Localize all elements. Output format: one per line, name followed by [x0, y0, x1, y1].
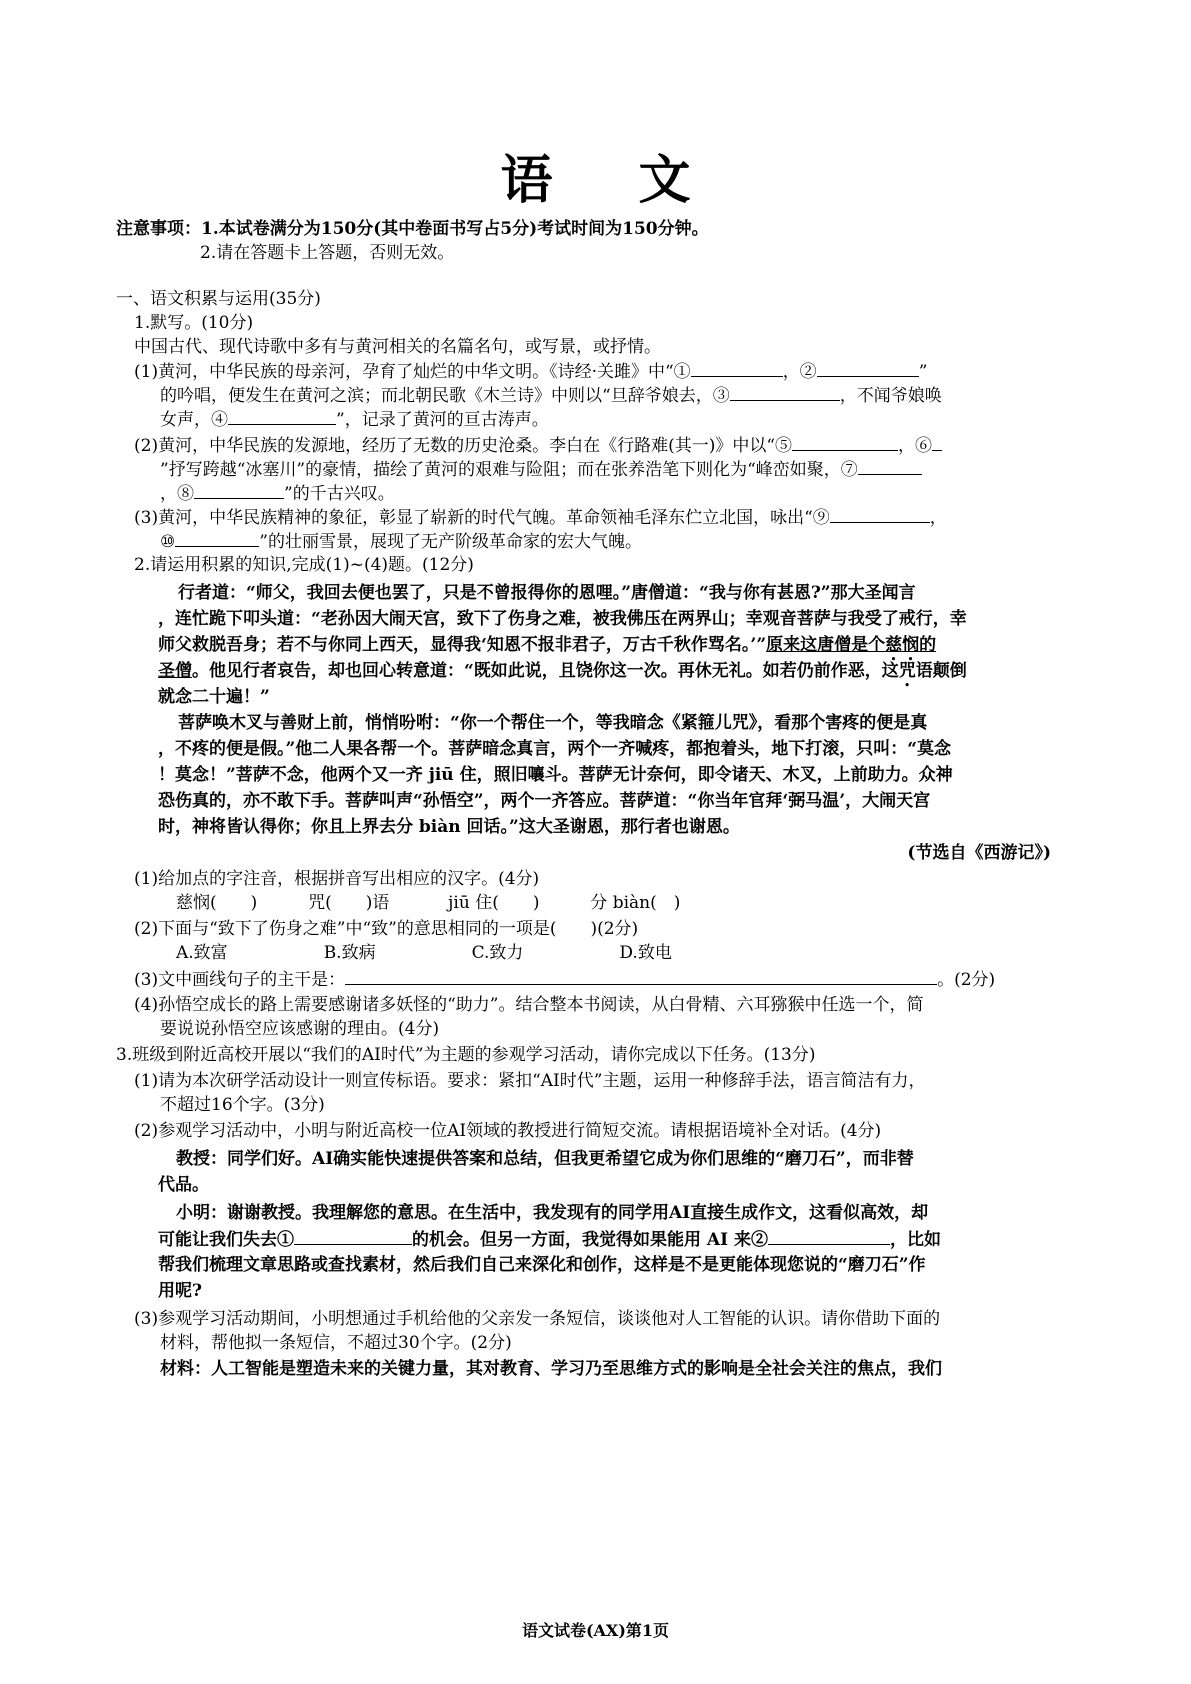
- notice-line-1: [116, 216, 709, 242]
- passage-b-line4: 恐伤真的，亦不敢下手。菩萨叫声“孙悟空”，两个一齐答应。菩萨道：“你当年官拜‘弼马温’，大闹天宫: [158, 791, 931, 811]
- passage-a-line4: 圣僧。他见行者哀告，却也回心转意道：“既如此说，且饶你这一次。再休无礼。如若仍前作恶，这咒语颠倒: [158, 661, 967, 681]
- q1-p3-line1: (3)黄河，中华民族精神的象征，彰显了崭新的时代气魄。革命领袖毛泽东伫立北国，咏出“⑨ ，: [134, 504, 947, 531]
- q1-p2-line3: ，⑧ ”的千古兴叹。: [160, 480, 395, 507]
- q1-intro: 中国古代、现代诗歌中多有与黄河相关的名篇名句，或写景，或抒情。: [134, 337, 661, 357]
- answer-blank-1[interactable]: [691, 358, 783, 377]
- passage-a-line5: 就念二十遍！”: [158, 687, 270, 707]
- section-heading: 一、语文积累与运用(35分): [116, 289, 321, 309]
- answer-blank-8[interactable]: [194, 480, 284, 499]
- dotted-char-zhou: 咒: [898, 661, 916, 681]
- q2-sub1: (1)给加点的字注音，根据拼音写出相应的汉字。(4分): [134, 869, 540, 889]
- answer-blank-dialog-1[interactable]: [294, 1226, 412, 1245]
- passage-b-line5: 时，神将皆认得你；你且上界去分 biàn 回话。”这大圣谢恩，那行者也谢恩。: [158, 817, 740, 837]
- dotted-char-min: 悯: [902, 635, 920, 655]
- passage-b-line2: ，不疼的便是假。”他二人果各帮一个。菩萨暗念真言，两个一齐喊疼，都抱着头，地下打滚，只叫：“莫念: [158, 739, 952, 759]
- dotted-char-ci: 慈: [885, 635, 903, 655]
- q1-p2-line2: ”抒写跨越“冰塞川”的豪情，描绘了黄河的艰难与险阻；而在张养浩笔下则化为“峰峦如聚，⑦: [160, 456, 922, 483]
- notice-label: 注意事项：: [116, 219, 201, 239]
- passage-a-line2: ，连忙跪下叩头道：“老孙因大闹天宫，致下了伤身之难，被我佛压在两界山；幸观音菩萨与我受了戒行，幸: [158, 609, 967, 629]
- dialog-xiaoming-line3: 帮我们梳理文章思路或查找素材，然后我们自己来深化和创作，这样是不是更能体现您说的“磨刀石”作: [158, 1255, 926, 1275]
- q3-task1-line2: 不超过16个字。(3分): [160, 1095, 325, 1115]
- q2-heading: 2.请运用积累的知识,完成(1)~(4)题。(12分): [134, 555, 474, 575]
- q2-sub1-items: [176, 890, 680, 916]
- answer-blank-6[interactable]: [932, 432, 942, 451]
- q1-p1-line3: 女声，④ ”，记录了黄河的亘古涛声。: [160, 406, 549, 433]
- q1-p3-line2: ⑩ ”的壮丽雪景，展现了无产阶级革命家的宏大气魄。: [160, 528, 642, 555]
- pinyin-item-3[interactable]: jiū 住( ): [448, 893, 540, 913]
- q2-sub4-line1: (4)孙悟空成长的路上需要感谢诸多妖怪的“助力”。结合整本书阅读，从白骨精、六耳猕猴中任选一个，简: [134, 995, 924, 1015]
- q1-p2-line1: (2)黄河，中华民族的发源地，经历了无数的历史沧桑。李白在《行路难(其一)》中以“⑤ ，⑥: [134, 432, 942, 459]
- q1-heading: 1.默写。(10分): [134, 313, 254, 333]
- passage-b-line1: 菩萨唤木叉与善财上前，悄悄吩咐：“你一个帮住一个，等我暗念《紧箍儿咒》，看那个害疼的便是真: [178, 713, 928, 733]
- answer-blank-10[interactable]: [175, 528, 259, 547]
- q3-task3-line2: 材料，帮他拟一条短信，不超过30个字。(2分): [160, 1333, 512, 1353]
- passage-a-line1: 行者道：“师父，我回去便也罢了，只是不曾报得你的恩哩。”唐僧道：“我与你有甚恩?”那大圣闻言: [178, 583, 916, 603]
- q3-task2: (2)参观学习活动中，小明与附近高校一位AI领域的教授进行简短交流。请根据语境补全对话。(4分): [134, 1121, 882, 1141]
- q2-sub3: (3)文中画线句子的主干是： 。(2分): [134, 966, 995, 993]
- dialog-xiaoming-line2: 可能让我们失去① 的机会。但另一方面，我觉得如果能用 AI 来② ，比如: [158, 1226, 941, 1253]
- pinyin-item-2[interactable]: 咒( )语: [308, 893, 390, 913]
- answer-blank-dialog-2[interactable]: [768, 1226, 890, 1245]
- option-d[interactable]: D.致电: [619, 943, 672, 963]
- q2-sub2-options: [176, 940, 672, 966]
- option-a[interactable]: A.致富: [176, 943, 228, 963]
- dialog-professor-line2: 代品。: [158, 1175, 209, 1195]
- underlined-sentence-part2: 圣僧: [158, 661, 192, 681]
- answer-blank-trunk[interactable]: [345, 966, 937, 985]
- notice-item-1: 1.本试卷满分为150分(其中卷面书写占5分)考试时间为150分钟。: [201, 219, 709, 239]
- dialog-professor-line1: 教授：同学们好。AI确实能快速提供答案和总结，但我更希望它成为你们思维的“磨刀石”，而非替: [176, 1149, 914, 1169]
- q3-task3-line1: (3)参观学习活动期间，小明想通过手机给他的父亲发一条短信，谈谈他对人工智能的认识。请你借助下面的: [134, 1309, 941, 1329]
- dialog-xiaoming-line4: 用呢?: [158, 1281, 202, 1301]
- underlined-sentence-part1: 原来这唐僧是个慈悯的: [766, 635, 937, 655]
- answer-blank-4[interactable]: [228, 406, 336, 425]
- page-footer: 语文试卷(AX)第1页: [521, 1621, 670, 1640]
- q1-p1-line1: (1)黄河，中华民族的母亲河，孕育了灿烂的中华文明。《诗经·关雎》中“① ，② ”: [134, 358, 927, 385]
- q2-sub2: (2)下面与“致下了伤身之难”中“致”的意思相同的一项是( )(2分): [134, 919, 639, 939]
- notice-item-2: 2.请在答题卡上答题，否则无效。: [200, 243, 455, 263]
- passage-source: (节选自《西游记》): [907, 843, 1051, 863]
- q3-material: 材料：人工智能是塑造未来的关键力量，其对教育、学习乃至思维方式的影响是全社会关注的焦点，我们: [160, 1359, 942, 1379]
- pinyin-item-4[interactable]: 分 biàn( ): [590, 893, 681, 913]
- answer-blank-3[interactable]: [730, 382, 840, 401]
- q3-heading: 3.班级到附近高校开展以“我们的AI时代”为主题的参观学习活动，请你完成以下任务。(13分): [116, 1045, 816, 1065]
- q1-p1-line2: 的吟唱，便发生在黄河之滨；而北朝民歌《木兰诗》中则以“旦辞爷娘去，③ ，不闻爷娘唤: [160, 382, 942, 409]
- answer-blank-5[interactable]: [792, 432, 898, 451]
- passage-b-line3: ！莫念！”菩萨不念，他两个又一齐 jiū 住，照旧嚷斗。菩萨无计奈何，即令诸天、木叉，上前助力。众神: [158, 765, 953, 785]
- option-b[interactable]: B.致病: [323, 943, 376, 963]
- pinyin-item-1[interactable]: 慈悯( ): [176, 893, 258, 913]
- answer-blank-9[interactable]: [830, 504, 930, 523]
- passage-a-line3: 师父救脱吾身；若不与你同上西天，显得我‘知恩不报非君子，万古千秋作骂名。’”原来这唐僧是个慈悯的: [158, 635, 937, 655]
- option-c[interactable]: C.致力: [471, 943, 524, 963]
- answer-blank-2[interactable]: [817, 358, 919, 377]
- dialog-xiaoming-line1: 小明：谢谢教授。我理解您的意思。在生活中，我发现有的同学用AI直接生成作文，这看似高效，却: [176, 1203, 929, 1223]
- q3-task1-line1: (1)请为本次研学活动设计一则宣传标语。要求：紧扣“AI时代”主题，运用一种修辞手法，语言简洁有力，: [134, 1071, 926, 1091]
- q2-sub4-line2: 要说说孙悟空应该感谢的理由。(4分): [160, 1019, 440, 1039]
- answer-blank-7[interactable]: [858, 456, 922, 475]
- page-title: 语 文: [500, 150, 725, 211]
